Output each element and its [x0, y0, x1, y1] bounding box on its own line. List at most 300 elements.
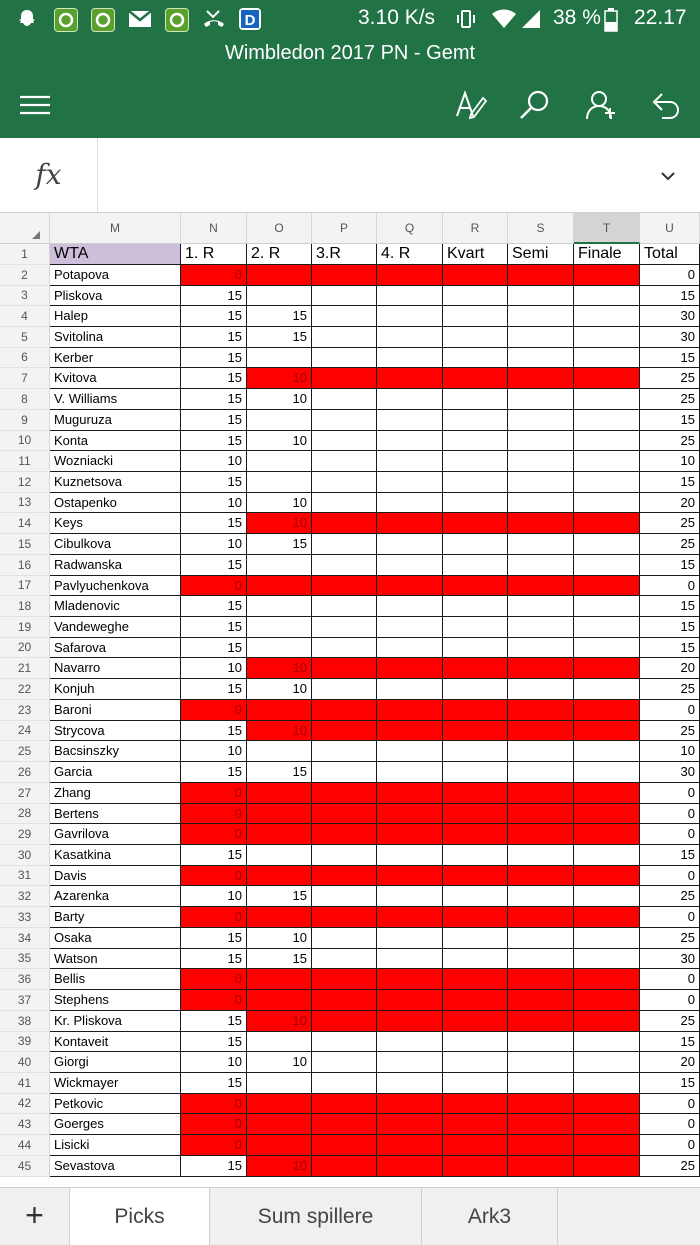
round-score-cell[interactable]: 10 [247, 1052, 312, 1073]
round-score-cell[interactable] [312, 928, 377, 949]
round-score-cell[interactable] [377, 368, 443, 389]
round-score-cell[interactable] [574, 410, 640, 431]
round-score-cell[interactable] [443, 804, 508, 824]
round-score-cell[interactable] [508, 596, 574, 617]
column-header[interactable]: O [247, 213, 312, 244]
total-cell[interactable]: 20 [640, 1052, 700, 1073]
round-score-cell[interactable] [377, 638, 443, 658]
row-header[interactable]: 21 [0, 658, 50, 679]
player-name-cell[interactable]: Watson [50, 949, 181, 969]
round-score-cell[interactable] [508, 1011, 574, 1032]
round-score-cell[interactable] [443, 368, 508, 389]
total-cell[interactable]: 25 [640, 928, 700, 949]
round-score-cell[interactable] [508, 286, 574, 306]
round-score-cell[interactable] [574, 1135, 640, 1156]
round-score-cell[interactable] [312, 534, 377, 555]
round-score-cell[interactable] [508, 431, 574, 451]
round-score-cell[interactable] [377, 1135, 443, 1156]
round-score-cell[interactable] [247, 1032, 312, 1052]
total-cell[interactable]: 15 [640, 845, 700, 866]
round-score-cell[interactable]: 15 [181, 410, 247, 431]
total-cell[interactable]: 0 [640, 866, 700, 886]
player-name-cell[interactable]: Azarenka [50, 886, 181, 907]
total-cell[interactable]: 30 [640, 327, 700, 348]
round-score-cell[interactable] [377, 265, 443, 286]
round-score-cell[interactable]: 10 [181, 658, 247, 679]
player-name-cell[interactable]: Pavlyuchenkova [50, 576, 181, 596]
row-header[interactable]: 20 [0, 638, 50, 658]
player-name-cell[interactable]: Baroni [50, 700, 181, 721]
round-score-cell[interactable] [508, 265, 574, 286]
row-header[interactable]: 19 [0, 617, 50, 638]
total-cell[interactable]: 20 [640, 493, 700, 513]
tab-sum-spillere[interactable]: Sum spillere [210, 1188, 422, 1245]
round-score-cell[interactable] [443, 845, 508, 866]
round-score-cell[interactable] [247, 265, 312, 286]
round-score-cell[interactable] [574, 1073, 640, 1094]
round-score-cell[interactable] [574, 949, 640, 969]
total-cell[interactable]: 0 [640, 1094, 700, 1114]
total-cell[interactable]: 15 [640, 472, 700, 493]
round-score-cell[interactable] [443, 451, 508, 472]
round-score-cell[interactable] [312, 286, 377, 306]
total-cell[interactable]: 25 [640, 721, 700, 741]
round-score-cell[interactable] [508, 389, 574, 410]
round-score-cell[interactable] [508, 741, 574, 762]
round-score-cell[interactable] [312, 845, 377, 866]
round-score-cell[interactable] [443, 576, 508, 596]
round-score-cell[interactable]: 15 [181, 617, 247, 638]
row-header[interactable]: 32 [0, 886, 50, 907]
round-score-cell[interactable]: 10 [247, 431, 312, 451]
round-score-cell[interactable] [508, 824, 574, 845]
row-header[interactable]: 35 [0, 949, 50, 969]
header-cell[interactable]: Kvart [443, 244, 508, 265]
round-score-cell[interactable]: 15 [181, 928, 247, 949]
round-score-cell[interactable] [508, 1094, 574, 1114]
round-score-cell[interactable] [247, 596, 312, 617]
total-cell[interactable]: 15 [640, 1073, 700, 1094]
round-score-cell[interactable] [574, 741, 640, 762]
total-cell[interactable]: 25 [640, 679, 700, 700]
player-name-cell[interactable]: Wickmayer [50, 1073, 181, 1094]
total-cell[interactable]: 0 [640, 824, 700, 845]
round-score-cell[interactable] [247, 824, 312, 845]
round-score-cell[interactable] [574, 1011, 640, 1032]
player-name-cell[interactable]: Halep [50, 306, 181, 327]
round-score-cell[interactable] [574, 638, 640, 658]
round-score-cell[interactable]: 0 [181, 824, 247, 845]
total-cell[interactable]: 0 [640, 1114, 700, 1135]
row-header[interactable]: 27 [0, 783, 50, 804]
total-cell[interactable]: 15 [640, 410, 700, 431]
column-header[interactable]: N [181, 213, 247, 244]
total-cell[interactable]: 25 [640, 1011, 700, 1032]
round-score-cell[interactable] [312, 513, 377, 534]
round-score-cell[interactable] [247, 410, 312, 431]
total-cell[interactable]: 25 [640, 534, 700, 555]
round-score-cell[interactable] [574, 658, 640, 679]
header-cell[interactable]: 2. R [247, 244, 312, 265]
round-score-cell[interactable]: 10 [247, 389, 312, 410]
player-name-cell[interactable]: Davis [50, 866, 181, 886]
row-header[interactable]: 42 [0, 1094, 50, 1114]
round-score-cell[interactable] [443, 327, 508, 348]
row-header[interactable]: 39 [0, 1032, 50, 1052]
round-score-cell[interactable] [508, 804, 574, 824]
total-cell[interactable]: 0 [640, 265, 700, 286]
round-score-cell[interactable]: 0 [181, 265, 247, 286]
row-header[interactable]: 28 [0, 804, 50, 824]
round-score-cell[interactable] [247, 1114, 312, 1135]
round-score-cell[interactable] [443, 513, 508, 534]
round-score-cell[interactable] [574, 596, 640, 617]
round-score-cell[interactable] [443, 410, 508, 431]
round-score-cell[interactable] [508, 658, 574, 679]
round-score-cell[interactable] [312, 783, 377, 804]
player-name-cell[interactable]: Keys [50, 513, 181, 534]
row-header[interactable]: 13 [0, 493, 50, 513]
round-score-cell[interactable] [574, 969, 640, 990]
round-score-cell[interactable] [508, 493, 574, 513]
round-score-cell[interactable] [508, 1052, 574, 1073]
round-score-cell[interactable]: 15 [181, 1011, 247, 1032]
round-score-cell[interactable] [377, 327, 443, 348]
row-header[interactable]: 26 [0, 762, 50, 783]
row-header[interactable]: 30 [0, 845, 50, 866]
round-score-cell[interactable]: 0 [181, 969, 247, 990]
player-name-cell[interactable]: Osaka [50, 928, 181, 949]
round-score-cell[interactable] [508, 1073, 574, 1094]
round-score-cell[interactable]: 15 [181, 1032, 247, 1052]
round-score-cell[interactable] [312, 1114, 377, 1135]
round-score-cell[interactable] [312, 389, 377, 410]
menu-icon[interactable] [18, 88, 52, 122]
round-score-cell[interactable] [312, 886, 377, 907]
total-cell[interactable]: 0 [640, 783, 700, 804]
round-score-cell[interactable]: 10 [247, 928, 312, 949]
round-score-cell[interactable] [508, 327, 574, 348]
round-score-cell[interactable] [312, 804, 377, 824]
round-score-cell[interactable] [574, 617, 640, 638]
player-name-cell[interactable]: Strycova [50, 721, 181, 741]
round-score-cell[interactable]: 10 [247, 679, 312, 700]
round-score-cell[interactable] [377, 741, 443, 762]
round-score-cell[interactable] [508, 1114, 574, 1135]
row-header[interactable]: 1 [0, 244, 50, 265]
row-header[interactable]: 8 [0, 389, 50, 410]
row-header[interactable]: 44 [0, 1135, 50, 1156]
total-cell[interactable]: 0 [640, 1135, 700, 1156]
round-score-cell[interactable] [443, 1135, 508, 1156]
round-score-cell[interactable] [508, 949, 574, 969]
total-cell[interactable]: 30 [640, 306, 700, 327]
player-name-cell[interactable]: Zhang [50, 783, 181, 804]
round-score-cell[interactable] [247, 1094, 312, 1114]
round-score-cell[interactable] [574, 534, 640, 555]
round-score-cell[interactable] [247, 783, 312, 804]
round-score-cell[interactable] [377, 1094, 443, 1114]
round-score-cell[interactable] [443, 638, 508, 658]
player-name-cell[interactable]: Potapova [50, 265, 181, 286]
round-score-cell[interactable] [574, 389, 640, 410]
round-score-cell[interactable] [574, 451, 640, 472]
round-score-cell[interactable]: 15 [181, 762, 247, 783]
round-score-cell[interactable] [377, 451, 443, 472]
round-score-cell[interactable] [377, 1073, 443, 1094]
round-score-cell[interactable] [508, 866, 574, 886]
round-score-cell[interactable] [508, 969, 574, 990]
round-score-cell[interactable] [443, 1032, 508, 1052]
round-score-cell[interactable] [443, 348, 508, 368]
round-score-cell[interactable] [312, 617, 377, 638]
round-score-cell[interactable] [508, 700, 574, 721]
player-name-cell[interactable]: Muguruza [50, 410, 181, 431]
player-name-cell[interactable]: Svitolina [50, 327, 181, 348]
round-score-cell[interactable] [312, 969, 377, 990]
total-cell[interactable]: 15 [640, 1032, 700, 1052]
round-score-cell[interactable] [443, 1114, 508, 1135]
round-score-cell[interactable] [443, 866, 508, 886]
header-cell[interactable]: 4. R [377, 244, 443, 265]
round-score-cell[interactable] [377, 617, 443, 638]
round-score-cell[interactable]: 10 [181, 493, 247, 513]
round-score-cell[interactable]: 15 [181, 348, 247, 368]
player-name-cell[interactable]: Konjuh [50, 679, 181, 700]
round-score-cell[interactable] [247, 700, 312, 721]
round-score-cell[interactable] [443, 886, 508, 907]
round-score-cell[interactable]: 10 [181, 886, 247, 907]
player-name-cell[interactable]: Ostapenko [50, 493, 181, 513]
round-score-cell[interactable] [574, 348, 640, 368]
round-score-cell[interactable] [377, 700, 443, 721]
round-score-cell[interactable] [574, 907, 640, 928]
header-cell[interactable]: Total [640, 244, 700, 265]
row-header[interactable]: 10 [0, 431, 50, 451]
round-score-cell[interactable] [508, 1156, 574, 1177]
player-name-cell[interactable]: Radwanska [50, 555, 181, 576]
total-cell[interactable]: 15 [640, 638, 700, 658]
player-name-cell[interactable]: Vandeweghe [50, 617, 181, 638]
row-header[interactable]: 9 [0, 410, 50, 431]
round-score-cell[interactable] [443, 741, 508, 762]
round-score-cell[interactable]: 0 [181, 866, 247, 886]
round-score-cell[interactable]: 0 [181, 1094, 247, 1114]
round-score-cell[interactable] [377, 762, 443, 783]
round-score-cell[interactable] [247, 576, 312, 596]
header-cell[interactable]: 1. R [181, 244, 247, 265]
player-name-cell[interactable]: Pliskova [50, 286, 181, 306]
player-name-cell[interactable]: Kerber [50, 348, 181, 368]
round-score-cell[interactable] [312, 638, 377, 658]
round-score-cell[interactable] [508, 410, 574, 431]
round-score-cell[interactable] [443, 907, 508, 928]
column-header[interactable]: T [574, 213, 640, 244]
round-score-cell[interactable]: 0 [181, 804, 247, 824]
round-score-cell[interactable] [377, 658, 443, 679]
column-header[interactable]: U [640, 213, 700, 244]
player-name-cell[interactable]: Kvitova [50, 368, 181, 389]
round-score-cell[interactable] [508, 907, 574, 928]
round-score-cell[interactable]: 15 [181, 638, 247, 658]
row-header[interactable]: 14 [0, 513, 50, 534]
player-name-cell[interactable]: Petkovic [50, 1094, 181, 1114]
round-score-cell[interactable] [247, 348, 312, 368]
round-score-cell[interactable] [247, 866, 312, 886]
round-score-cell[interactable]: 15 [181, 368, 247, 389]
round-score-cell[interactable]: 15 [247, 534, 312, 555]
round-score-cell[interactable]: 10 [181, 451, 247, 472]
round-score-cell[interactable] [443, 265, 508, 286]
round-score-cell[interactable] [377, 783, 443, 804]
round-score-cell[interactable]: 15 [181, 513, 247, 534]
round-score-cell[interactable] [377, 721, 443, 741]
round-score-cell[interactable] [508, 348, 574, 368]
round-score-cell[interactable] [312, 741, 377, 762]
round-score-cell[interactable] [574, 804, 640, 824]
round-score-cell[interactable] [508, 617, 574, 638]
row-header[interactable]: 12 [0, 472, 50, 493]
round-score-cell[interactable] [312, 410, 377, 431]
round-score-cell[interactable] [443, 1156, 508, 1177]
round-score-cell[interactable]: 15 [247, 886, 312, 907]
player-name-cell[interactable]: Lisicki [50, 1135, 181, 1156]
search-icon[interactable] [518, 88, 552, 122]
round-score-cell[interactable] [377, 949, 443, 969]
share-person-icon[interactable] [584, 88, 618, 122]
player-name-cell[interactable]: Kontaveit [50, 1032, 181, 1052]
round-score-cell[interactable] [574, 286, 640, 306]
round-score-cell[interactable] [574, 783, 640, 804]
round-score-cell[interactable] [247, 907, 312, 928]
round-score-cell[interactable] [312, 306, 377, 327]
header-cell[interactable]: Semi [508, 244, 574, 265]
round-score-cell[interactable] [508, 990, 574, 1011]
total-cell[interactable]: 10 [640, 741, 700, 762]
round-score-cell[interactable] [443, 949, 508, 969]
round-score-cell[interactable]: 15 [247, 306, 312, 327]
total-cell[interactable]: 0 [640, 576, 700, 596]
column-header[interactable]: P [312, 213, 377, 244]
row-header[interactable]: 43 [0, 1114, 50, 1135]
round-score-cell[interactable] [574, 327, 640, 348]
round-score-cell[interactable] [312, 866, 377, 886]
round-score-cell[interactable] [443, 824, 508, 845]
round-score-cell[interactable] [377, 969, 443, 990]
round-score-cell[interactable] [377, 1032, 443, 1052]
total-cell[interactable]: 30 [640, 949, 700, 969]
round-score-cell[interactable] [508, 472, 574, 493]
round-score-cell[interactable] [312, 1011, 377, 1032]
round-score-cell[interactable] [574, 1094, 640, 1114]
round-score-cell[interactable]: 10 [181, 741, 247, 762]
total-cell[interactable]: 0 [640, 700, 700, 721]
round-score-cell[interactable]: 10 [181, 1052, 247, 1073]
round-score-cell[interactable]: 0 [181, 700, 247, 721]
round-score-cell[interactable] [508, 576, 574, 596]
round-score-cell[interactable] [312, 1135, 377, 1156]
round-score-cell[interactable] [443, 555, 508, 576]
total-cell[interactable]: 0 [640, 990, 700, 1011]
round-score-cell[interactable]: 15 [181, 596, 247, 617]
round-score-cell[interactable] [312, 721, 377, 741]
round-score-cell[interactable] [377, 907, 443, 928]
total-cell[interactable]: 25 [640, 513, 700, 534]
round-score-cell[interactable] [574, 824, 640, 845]
round-score-cell[interactable] [574, 845, 640, 866]
round-score-cell[interactable] [443, 617, 508, 638]
round-score-cell[interactable] [443, 1052, 508, 1073]
round-score-cell[interactable] [377, 990, 443, 1011]
player-name-cell[interactable]: Bertens [50, 804, 181, 824]
player-name-cell[interactable]: Mladenovic [50, 596, 181, 617]
total-cell[interactable]: 15 [640, 348, 700, 368]
row-header[interactable]: 7 [0, 368, 50, 389]
round-score-cell[interactable] [377, 306, 443, 327]
round-score-cell[interactable] [443, 928, 508, 949]
round-score-cell[interactable]: 15 [181, 327, 247, 348]
round-score-cell[interactable] [574, 990, 640, 1011]
round-score-cell[interactable]: 15 [181, 472, 247, 493]
round-score-cell[interactable] [443, 679, 508, 700]
round-score-cell[interactable] [443, 969, 508, 990]
round-score-cell[interactable]: 15 [247, 949, 312, 969]
round-score-cell[interactable] [247, 741, 312, 762]
round-score-cell[interactable] [312, 949, 377, 969]
total-cell[interactable]: 25 [640, 389, 700, 410]
round-score-cell[interactable] [443, 493, 508, 513]
row-header[interactable]: 11 [0, 451, 50, 472]
round-score-cell[interactable] [312, 762, 377, 783]
tab-picks[interactable]: Picks [70, 1188, 210, 1245]
row-header[interactable]: 40 [0, 1052, 50, 1073]
row-header[interactable]: 2 [0, 265, 50, 286]
round-score-cell[interactable] [574, 928, 640, 949]
row-header[interactable]: 37 [0, 990, 50, 1011]
player-name-cell[interactable]: Barty [50, 907, 181, 928]
round-score-cell[interactable] [443, 534, 508, 555]
round-score-cell[interactable] [508, 679, 574, 700]
round-score-cell[interactable] [377, 1052, 443, 1073]
round-score-cell[interactable] [377, 1156, 443, 1177]
column-header[interactable]: S [508, 213, 574, 244]
round-score-cell[interactable] [443, 389, 508, 410]
row-header[interactable]: 18 [0, 596, 50, 617]
round-score-cell[interactable]: 15 [247, 327, 312, 348]
round-score-cell[interactable] [377, 824, 443, 845]
round-score-cell[interactable] [574, 431, 640, 451]
tab-ark3[interactable]: Ark3 [422, 1188, 558, 1245]
round-score-cell[interactable] [377, 431, 443, 451]
round-score-cell[interactable] [312, 596, 377, 617]
round-score-cell[interactable] [312, 493, 377, 513]
column-header[interactable]: R [443, 213, 508, 244]
round-score-cell[interactable] [443, 721, 508, 741]
round-score-cell[interactable]: 15 [181, 306, 247, 327]
round-score-cell[interactable] [508, 534, 574, 555]
round-score-cell[interactable] [377, 596, 443, 617]
round-score-cell[interactable] [247, 286, 312, 306]
round-score-cell[interactable] [312, 1052, 377, 1073]
round-score-cell[interactable] [443, 990, 508, 1011]
row-header[interactable]: 24 [0, 721, 50, 741]
round-score-cell[interactable] [247, 617, 312, 638]
round-score-cell[interactable] [312, 327, 377, 348]
round-score-cell[interactable] [508, 1135, 574, 1156]
round-score-cell[interactable] [443, 783, 508, 804]
round-score-cell[interactable] [312, 576, 377, 596]
total-cell[interactable]: 20 [640, 658, 700, 679]
